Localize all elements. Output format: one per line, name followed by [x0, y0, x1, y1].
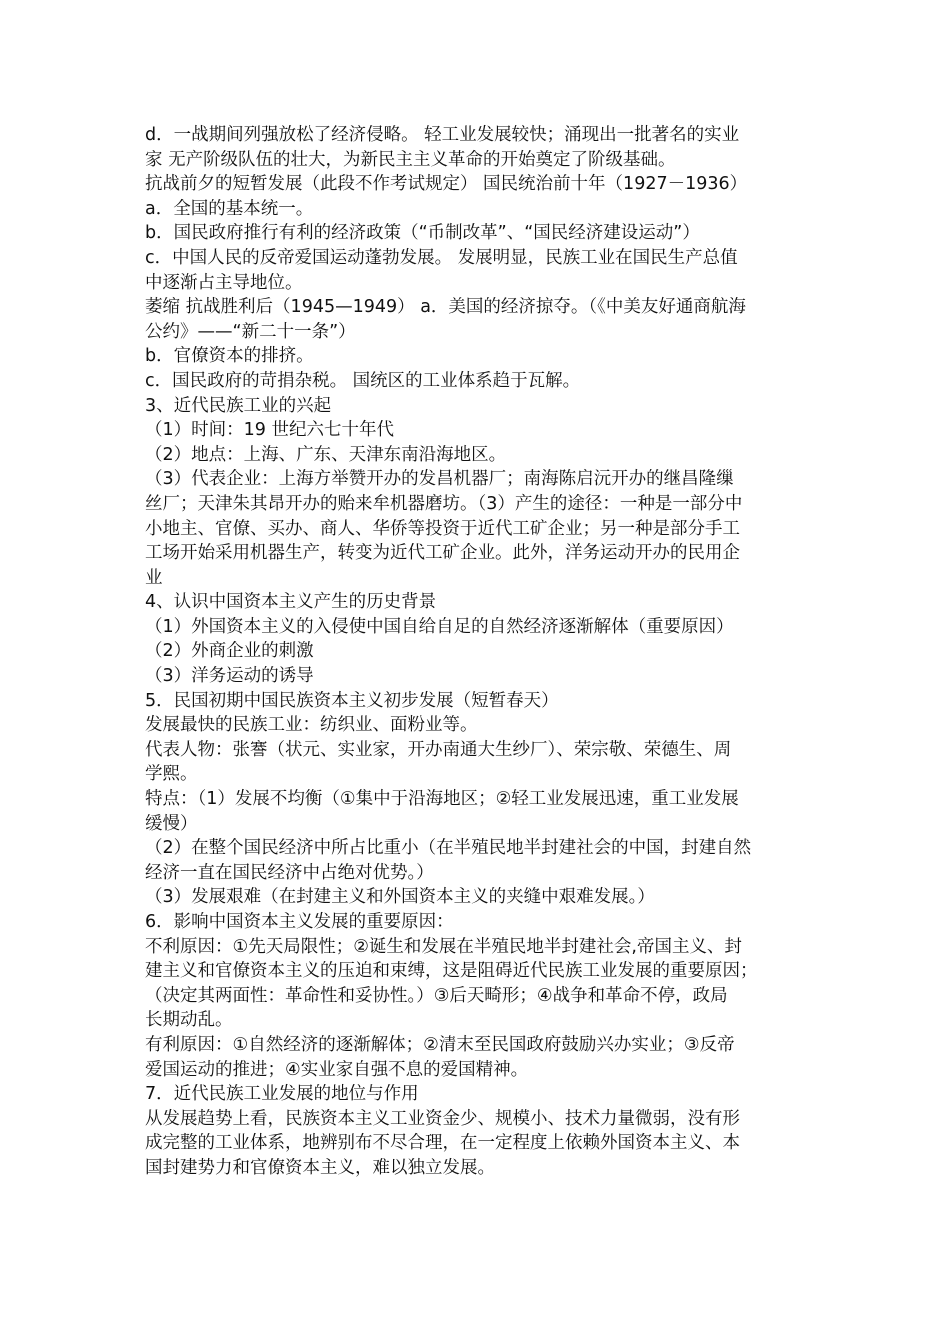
text-line: 丝厂；天津朱其昂开办的贻来牟机器磨坊。（3）产生的途径：一种是一部分中: [145, 493, 743, 514]
text-line: （1）时间：19 世纪六七十年代: [145, 420, 394, 441]
text-line: d．一战期间列强放松了经济侵略。 轻工业发展较快；涌现出一批著名的实业: [145, 125, 740, 145]
text-line: b．官僚资本的排挤。: [145, 346, 314, 367]
text-line: 国封建势力和官僚资本主义，难以独立发展。: [145, 1157, 495, 1178]
section-heading: 5．民国初期中国民族资本主义初步发展（短暂春天）: [145, 690, 559, 711]
text-line: 业: [145, 567, 163, 588]
text-line: （2）外商企业的刺激: [145, 641, 314, 662]
text-line: 成完整的工业体系，地辨别布不尽合理，在一定程度上依赖外国资本主义、本: [145, 1133, 740, 1154]
text-line: 中逐渐占主导地位。: [145, 272, 303, 293]
text-line: 有利原因：①自然经济的逐渐解体；②清末至民国政府鼓励兴办实业；③反帝: [145, 1034, 735, 1055]
text-line: （3）代表企业：上海方举赞开办的发昌机器厂；南海陈启沅开办的继昌隆缫: [145, 469, 734, 490]
text-line: （1）外国资本主义的入侵使中国自给自足的自然经济逐渐解体（重要原因）: [145, 616, 734, 637]
text-line: 发展最快的民族工业：纺织业、面粉业等。: [145, 715, 478, 736]
text-line: （3）洋务运动的诱导: [145, 666, 314, 687]
text-line: 萎缩 抗战胜利后（1945—1949） a．美国的经济掠夺。（《中美友好通商航海: [145, 297, 746, 318]
text-line: b．国民政府推行有利的经济政策（“币制改革”、“国民经济建设运动”）: [145, 223, 700, 244]
text-line: 家 无产阶级队伍的壮大，为新民主主义革命的开始奠定了阶级基础。: [145, 149, 676, 170]
text-line: 经济一直在国民经济中占绝对优势。）: [145, 862, 434, 883]
section-heading: 7．近代民族工业发展的地位与作用: [145, 1084, 419, 1105]
section-heading: 3、近代民族工业的兴起: [145, 395, 332, 416]
text-line: （3）发展艰难（在封建主义和外国资本主义的夹缝中艰难发展。）: [145, 887, 655, 908]
text-line: 长期动乱。: [145, 1010, 233, 1031]
text-line: 抗战前夕的短暂发展（此段不作考试规定） 国民统治前十年（1927－1936）: [145, 174, 748, 195]
text-line: 学熙。: [145, 764, 198, 785]
text-line: 公约》——“新二十一条”）: [145, 321, 356, 342]
text-line: （决定其两面性：革命性和妥协性。）③后天畸形；④战争和革命不停，政局: [145, 985, 728, 1006]
text-line: c．中国人民的反帝爱国运动蓬勃发展。 发展明显，民族工业在国民生产总值: [145, 247, 738, 268]
text-line: 工场开始采用机器生产，转变为近代工矿企业。此外，洋务运动开办的民用企: [145, 543, 740, 564]
text-line: 特点：（1）发展不均衡（①集中于沿海地区；②轻工业发展迅速，重工业发展: [145, 789, 739, 810]
text-line: 建主义和官僚资本主义的压迫和束缚，这是阻碍近代民族工业发展的重要原因；: [145, 961, 758, 982]
section-heading: 6．影响中国资本主义发展的重要原因：: [145, 912, 454, 932]
text-line: 不利原因：①先天局限性；②诞生和发展在半殖民地半封建社会,帝国主义、封: [145, 936, 742, 957]
text-line: （2）地点：上海、广东、天津东南沿海地区。: [145, 444, 507, 465]
section-heading: 4、认识中国资本主义产生的历史背景: [145, 592, 437, 613]
text-line: 爱国运动的推进；④实业家自强不息的爱国精神。: [145, 1059, 529, 1080]
text-line: 缓慢）: [145, 813, 198, 834]
document-body: [145, 123, 825, 1181]
text-line: 小地主、官僚、买办、商人、华侨等投资于近代工矿企业；另一种是部分手工: [145, 518, 740, 539]
text-line: 代表人物：张謇（状元、实业家，开办南通大生纱厂）、荣宗敬、荣德生、周: [145, 739, 732, 760]
text-line: （2）在整个国民经济中所占比重小（在半殖民地半封建社会的中国，封建自然: [145, 838, 752, 859]
text-line: 从发展趋势上看，民族资本主义工业资金少、规模小、技术力量微弱，没有形: [145, 1108, 740, 1129]
text-line: a．全国的基本统一。: [145, 198, 314, 219]
text-line: c．国民政府的苛捐杂税。 国统区的工业体系趋于瓦解。: [145, 370, 581, 391]
